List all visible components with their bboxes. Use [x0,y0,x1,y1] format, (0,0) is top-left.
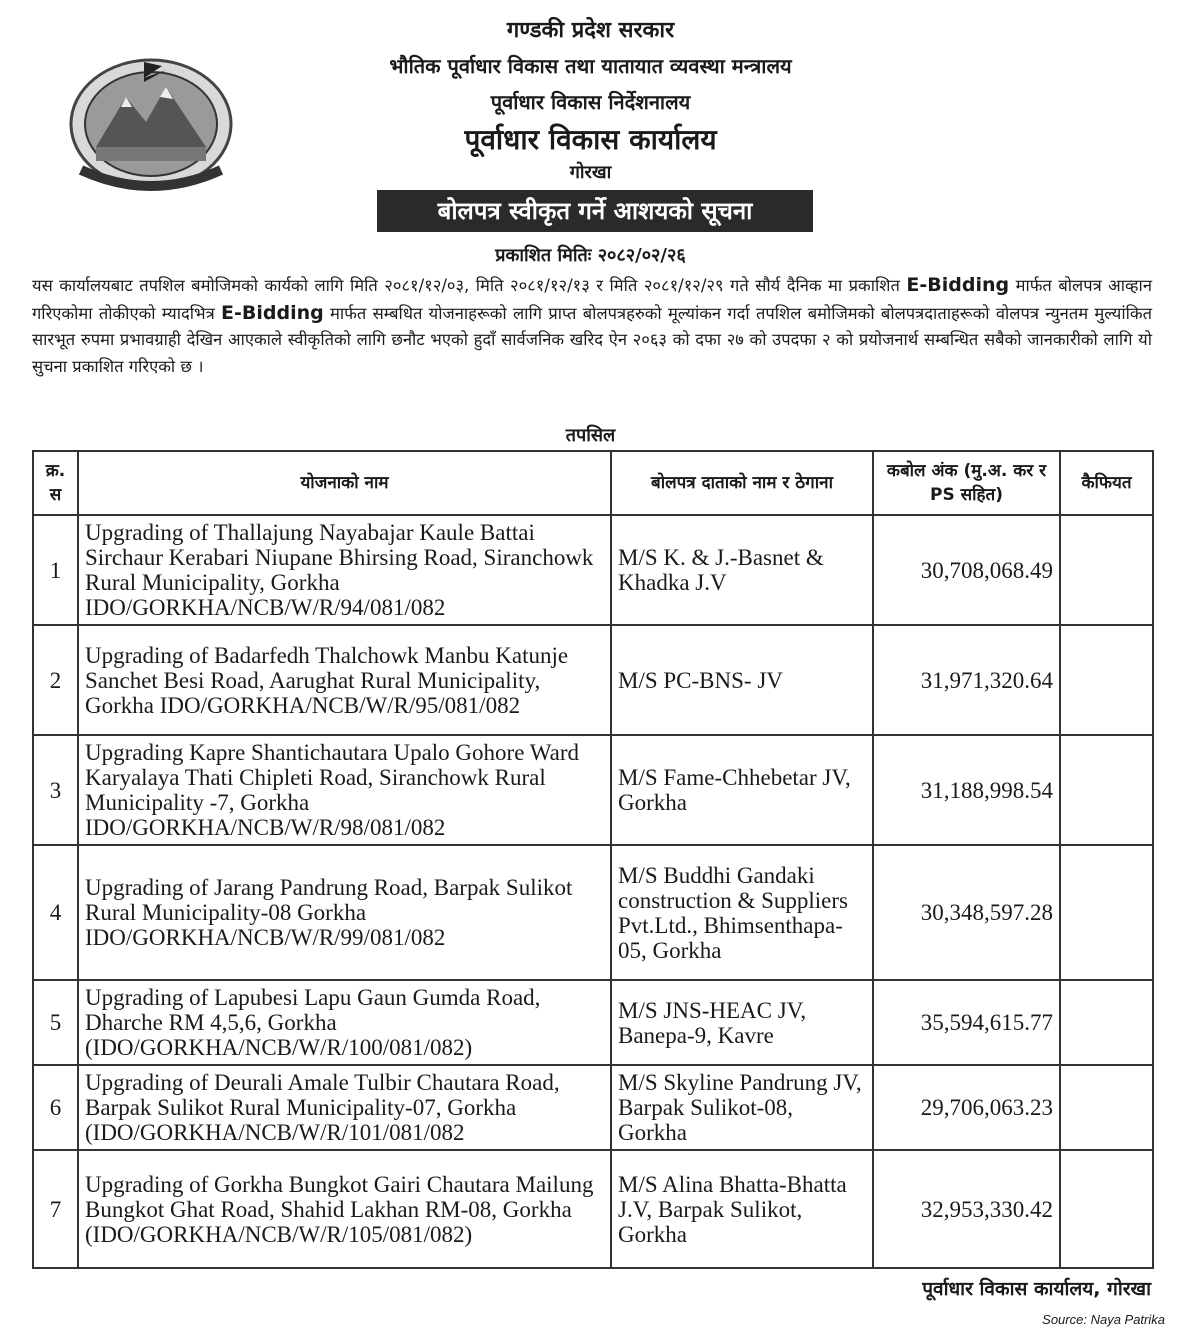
table-row [33,980,1153,1065]
cell-remarks [1060,980,1153,1065]
table-row [33,515,1153,625]
ministry-name: भौतिक पूर्वाधार विकास तथा यातायात व्यवस्था मन्त्रालय [389,54,792,78]
cell-project: Upgrading of Badarfedh Thalchowk Manbu Katunje Sanchet Besi Road, Aarughat Rural Municipality, Gorkha IDO/GORKHA/NCB/W/R/95/081/082 [78,625,611,735]
cell-bidder: M/S Alina Bhatta-Bhatta J.V, Barpak Sulikot, Gorkha [611,1150,873,1268]
cell-bidder: M/S Fame-Chhebetar JV, Gorkha [611,735,873,845]
bid-schedule-table [32,450,1154,1269]
office-signature: पूर्वाधार विकास कार्यालय, गोरखा [922,1278,1151,1300]
table-row [33,1150,1153,1268]
office-name: पूर्वाधार विकास कार्यालय [464,123,717,156]
cell-remarks [1060,625,1153,735]
cell-project: Upgrading of Gorkha Bungkot Gairi Chautara Mailung Bungkot Ghat Road, Shahid Lakhan RM-08, Gorkha (IDO/GORKHA/NCB/W/R/105/081/082) [78,1150,611,1268]
cell-remarks [1060,1150,1153,1268]
body-text-1: यस कार्यालयबाट तपशिल बमोजिमको कार्यको लागि मिति २०८१/१२/०३, मिति २०८१/१२/१३ र मिति २०८१/१२/२९ गते सौर्य दैनिक मा प्रकाशित [32,276,907,295]
cell-remarks [1060,515,1153,625]
cell-amount: 31,188,998.54 [873,735,1060,845]
cell-bidder: M/S PC-BNS- JV [611,625,873,735]
col-header-sn: क्र. स [33,451,78,515]
cell-project: Upgrading of Thallajung Nayabajar Kaule Battai Sirchaur Kerabari Niupane Bhirsing Road, Siranchowk Rural Municipality, Gorkha IDO/GORKHA/NCB/W/R/94/081/082 [78,515,611,625]
body-text-2: मार्फत बोलपत्र आव्हान गरिएकोमा तोकीएको म्यादभित्र [32,276,1152,323]
schedule-heading: तपसिल [565,425,616,446]
notice-body [32,272,1152,380]
cell-amount: 30,708,068.49 [873,515,1060,625]
cell-project: Upgrading of Jarang Pandrung Road, Barpak Sulikot Rural Municipality-08 Gorkha IDO/GORKHA/NCB/W/R/99/081/082 [78,845,611,980]
cell-remarks [1060,735,1153,845]
cell-sn: 6 [33,1065,78,1150]
table-row [33,625,1153,735]
table-row [33,735,1153,845]
source-credit: Source: Naya Patrika [1042,1312,1165,1327]
notice-title: बोलपत्र स्वीकृत गर्ने आशयको सूचना [377,190,813,232]
cell-bidder: M/S K. & J.-Basnet & Khadka J.V [611,515,873,625]
directorate-name: पूर्वाधार विकास निर्देशनालय [490,90,691,114]
cell-sn: 2 [33,625,78,735]
table-row [33,1065,1153,1150]
col-header-project: योजनाको नाम [78,451,611,515]
cell-amount: 32,953,330.42 [873,1150,1060,1268]
published-date: प्रकाशित मितिः २०८२/०२/२६ [495,245,686,266]
cell-sn: 5 [33,980,78,1065]
cell-bidder: M/S JNS-HEAC JV, Banepa-9, Kavre [611,980,873,1065]
col-header-remarks: कैफियत [1060,451,1153,515]
col-header-amount: कबोल अंक (मु.अ. कर र PS सहित) [873,451,1060,515]
cell-remarks [1060,845,1153,980]
cell-amount: 31,971,320.64 [873,625,1060,735]
cell-amount: 30,348,597.28 [873,845,1060,980]
cell-sn: 1 [33,515,78,625]
cell-bidder: M/S Buddhi Gandaki construction & Suppliers Pvt.Ltd., Bhimsenthapa-05, Gorkha [611,845,873,980]
cell-amount: 29,706,063.23 [873,1065,1060,1150]
table-row [33,845,1153,980]
cell-sn: 7 [33,1150,78,1268]
cell-project: Upgrading of Lapubesi Lapu Gaun Gumda Road, Dharche RM 4,5,6, Gorkha (IDO/GORKHA/NCB/W/R/100/081/082) [78,980,611,1065]
e-bidding-term: E-Bidding [906,274,1010,296]
cell-project: Upgrading of Deurali Amale Tulbir Chautara Road, Barpak Sulikot Rural Municipality-07, Gorkha (IDO/GORKHA/NCB/W/R/101/081/082 [78,1065,611,1150]
cell-amount: 35,594,615.77 [873,980,1060,1065]
district-name: गोरखा [569,162,612,183]
col-header-bidder: बोलपत्र दाताको नाम र ठेगाना [611,451,873,515]
cell-bidder: M/S Skyline Pandrung JV, Barpak Sulikot-08, Gorkha [611,1065,873,1150]
cell-sn: 4 [33,845,78,980]
cell-sn: 3 [33,735,78,845]
cell-remarks [1060,1065,1153,1150]
table-header-row [33,451,1153,515]
body-text-3: मार्फत सम्बधित योजनाहरूको लागि प्राप्त बोलपत्रहरुको मूल्यांकन गर्दा तपशिल बमोजिमको बोलपत्रदाताहरूको वोलपत्र न्युनतम मुल्यांकित सारभूत रुपमा प्रभावग्राही देखिन आएकाले स्वीकृतिको लागि छनौट भएको हुदाँ सार्वजनिक खरिद ऐन २०६३ को दफा २७ को उपदफा २ को प्रयोजनार्थ सम्बन्धित सबैको जानकारीको लागि यो सुचना प्रकाशित गरिएको छ । [32,303,1152,376]
e-bidding-term: E-Bidding [221,301,324,324]
cell-project: Upgrading Kapre Shantichautara Upalo Gohore Ward Karyalaya Thati Chipleti Road, Siranchowk Rural Municipality -7, Gorkha IDO/GORKHA/NCB/W/R/98/081/082 [78,735,611,845]
government-name: गण्डकी प्रदेश सरकार [506,18,675,43]
